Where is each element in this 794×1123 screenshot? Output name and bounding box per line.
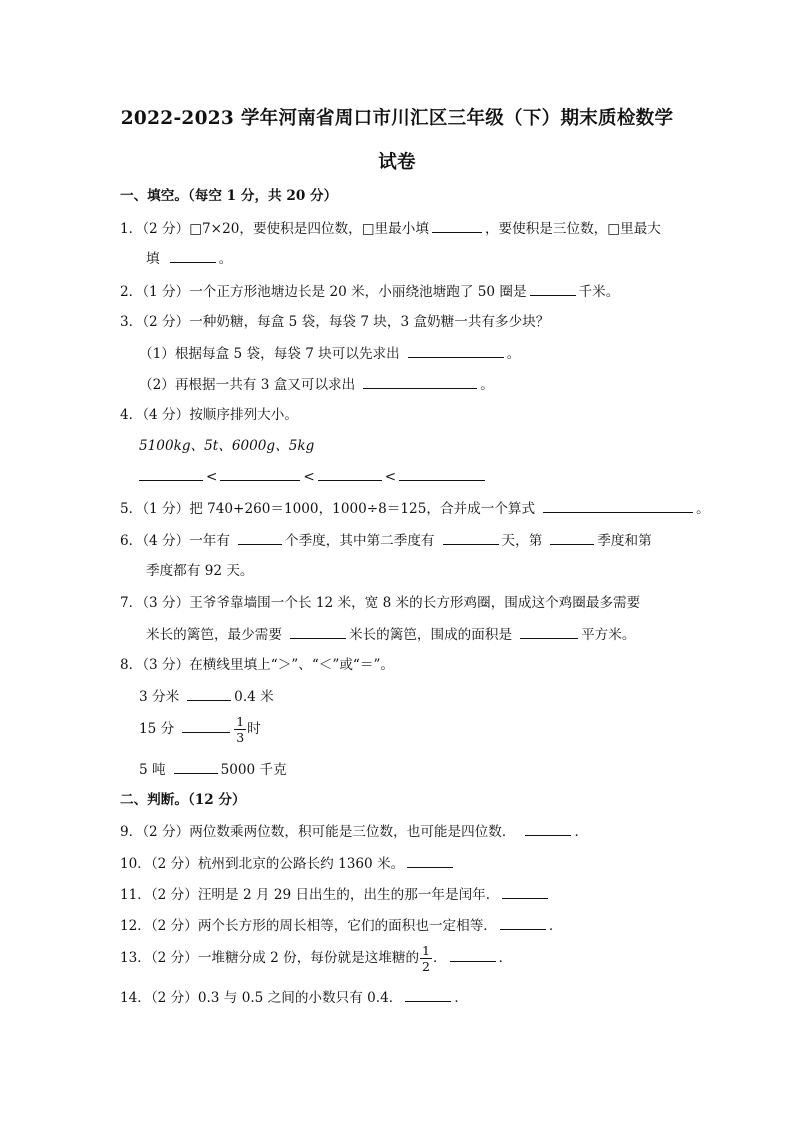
q5-text-a: 5．（1 分）把 740+260＝1000，1000÷8＝125，合并成一个算式 [120, 501, 536, 517]
question-12 [120, 915, 563, 936]
fraction-one-third: $\frac{1}{3}$ [236, 714, 245, 745]
question-13 [120, 943, 512, 974]
answer-blank[interactable] [139, 466, 203, 481]
q6-text-c: 天，第 [501, 533, 543, 549]
q14-text: 14．（2 分）0.3 与 0.5 之间的小数只有 0.4． [120, 990, 403, 1006]
question-1 [120, 218, 661, 239]
answer-blank[interactable] [525, 821, 571, 836]
answer-blank[interactable] [500, 915, 546, 930]
question-6 [120, 530, 652, 551]
answer-blank[interactable] [363, 374, 477, 389]
less-than-sign: < [384, 469, 397, 485]
title-line-2: 试卷 [378, 152, 416, 173]
q11-text: 11．（2 分）汪明是 2 月 29 日出生的，出生的那一年是闰年． [120, 887, 500, 903]
question-8: 8．（3 分）在横线里填上“＞”、“＜”或“＝”。 [120, 657, 395, 673]
q1-text-a: 1．（2 分）□7×20，要使积是四位数，□里最小填 [120, 221, 429, 237]
answer-blank[interactable] [399, 466, 485, 481]
q3-text-c: （2）再根据一共有 3 盒又可以求出 [139, 377, 356, 393]
answer-blank[interactable] [407, 853, 453, 868]
q3-text-b: （1）根据每盒 5 袋，每袋 7 块可以先求出 [139, 346, 400, 362]
q6-text-b: 个季度，其中第二季度有 [284, 533, 435, 549]
question-3-part-1 [139, 343, 520, 364]
answer-blank[interactable] [550, 530, 594, 545]
answer-blank[interactable] [443, 530, 499, 545]
section-heading-fill: 一、填空。（每空 1 分，共 20 分） [120, 188, 338, 204]
q9-text: 9．（2 分）两位数乘两位数，积可能是三位数，也可能是四位数． [120, 824, 516, 840]
answer-blank[interactable] [530, 281, 576, 296]
answer-blank[interactable] [408, 343, 504, 358]
q7-text-d: 平方米。 [581, 627, 636, 643]
section-heading-judge: 二、判断。（12 分） [120, 792, 246, 808]
q10-text: 10．（2 分）杭州到北京的公路长约 1360 米。 [120, 856, 405, 872]
period: ． [454, 990, 468, 1006]
question-6-cont: 季度都有 92 天。 [146, 563, 254, 579]
q8-2-left: 15 分 [139, 721, 175, 737]
q8-1-right: 0.4 米 [234, 689, 274, 705]
answer-blank[interactable] [182, 718, 230, 733]
question-1-cont [146, 248, 232, 269]
q1-text-d: 。 [218, 251, 233, 267]
question-3-part-2 [139, 374, 494, 395]
answer-blank[interactable] [543, 498, 693, 513]
answer-blank[interactable] [170, 248, 216, 263]
question-3: 3．（2 分）一种奶糖，每盒 5 袋，每袋 7 块，3 盒奶糖一共有多少块？ [120, 314, 550, 330]
period: ． [433, 950, 447, 966]
q3-end: 。 [480, 377, 494, 393]
less-than-sign: < [303, 469, 315, 485]
q7-text-b: 米长的篱笆，最少需要 [146, 627, 282, 643]
question-11 [120, 884, 551, 905]
q7-text-c: 米长的篱笆，围成的面积是 [348, 627, 513, 643]
q3-end: 。 [506, 346, 521, 362]
title-line-1: 2022-2023 学年河南省周口市川汇区三年级（下）期末质检数学 [120, 108, 674, 129]
question-9 [120, 821, 588, 842]
q12-text: 12．（2 分）两个长方形的周长相等，它们的面积也一定相等． [120, 918, 497, 934]
question-8-item-1 [139, 686, 274, 707]
question-4-order [139, 466, 488, 487]
q8-3-right: 5000 千克 [220, 762, 287, 778]
question-8-item-2 [139, 714, 261, 745]
q2-text-a: 2．（1 分）一个正方形池塘边长是 20 米，小丽绕池塘跑了 50 圈是 [120, 284, 527, 300]
q6-text-a: 6．（4 分）一年有 [120, 533, 230, 549]
q6-text-d: 季度和第 [597, 533, 652, 549]
answer-blank[interactable] [187, 686, 231, 701]
q8-3-left: 5 吨 [139, 762, 166, 778]
period: ． [574, 824, 589, 840]
answer-blank[interactable] [318, 466, 382, 481]
answer-blank[interactable] [520, 624, 578, 639]
q1-text-c: 填 [146, 251, 160, 267]
question-4: 4．（4 分）按顺序排列大小。 [120, 407, 298, 423]
q13-text: 13．（2 分）一堆糖分成 2 份，每份就是这堆糖的 [120, 950, 420, 966]
q8-1-left: 3 分米 [139, 689, 180, 705]
answer-blank[interactable] [405, 987, 451, 1002]
answer-blank[interactable] [174, 759, 218, 774]
answer-blank[interactable] [238, 530, 282, 545]
answer-blank[interactable] [290, 624, 346, 639]
answer-blank[interactable] [220, 466, 300, 481]
period: ． [498, 950, 513, 966]
q1-text-b: ，要使积是三位数，□里最大 [484, 221, 661, 237]
answer-blank[interactable] [450, 947, 496, 962]
question-4-items: 5100kg、5t、6000g、5kg [139, 438, 315, 454]
fraction-one-half: $\frac{1}{2}$ [422, 943, 430, 974]
question-7-cont [146, 624, 635, 645]
less-than-sign: < [206, 469, 218, 485]
question-14 [120, 987, 468, 1008]
q5-text-b: 。 [696, 501, 710, 517]
q2-text-b: 千米。 [578, 284, 620, 300]
question-10 [120, 853, 456, 874]
q8-2-right: 时 [247, 721, 261, 737]
answer-blank[interactable] [432, 218, 482, 233]
question-2 [120, 281, 619, 302]
question-7: 7．（3 分）王爷爷靠墙围一个长 12 米，宽 8 米的长方形鸡圈，围成这个鸡圈最多需要 [120, 595, 641, 611]
question-5 [120, 498, 710, 519]
period: ． [548, 918, 563, 934]
answer-blank[interactable] [502, 884, 548, 899]
question-8-item-3 [139, 759, 287, 780]
